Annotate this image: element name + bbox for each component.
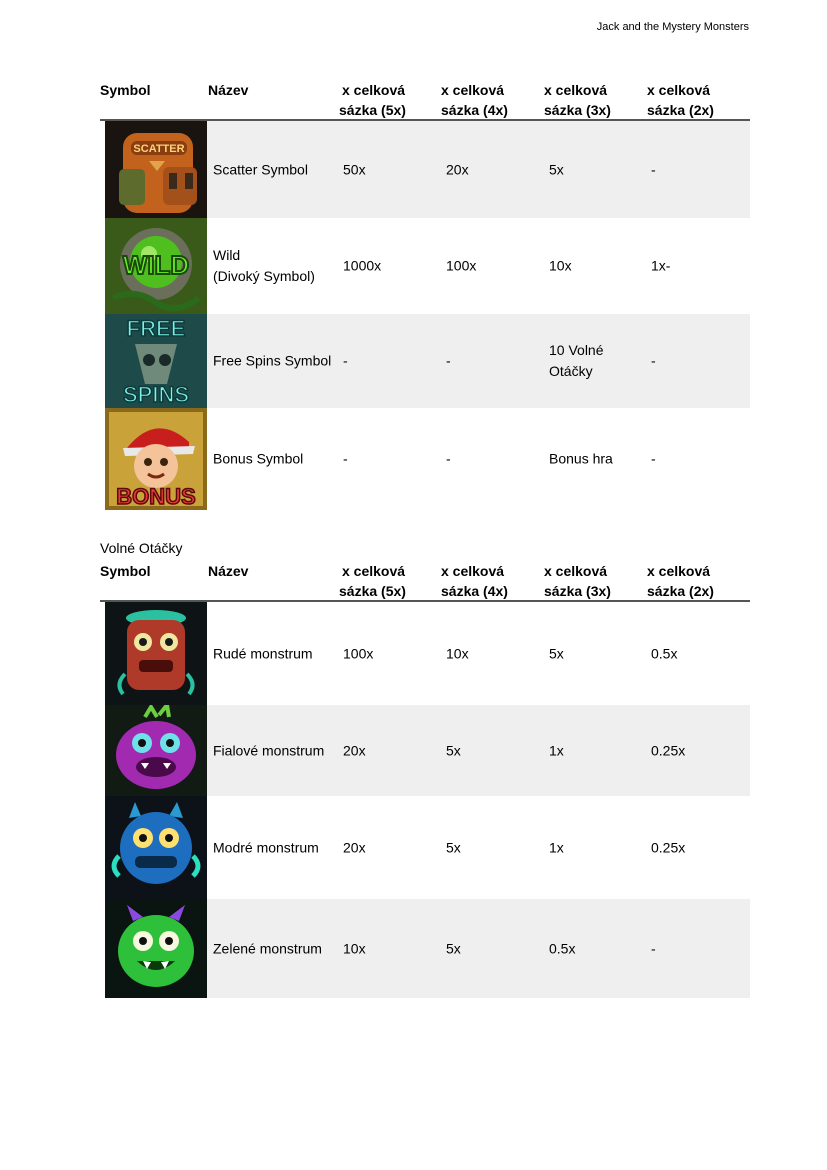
- svg-text:FREE: FREE: [126, 316, 186, 341]
- row-x5: 10x: [343, 940, 366, 956]
- row-x5: 50x: [343, 161, 366, 177]
- row-x2: 0.5x: [651, 645, 678, 661]
- free-spins-icon: [105, 314, 207, 408]
- row-x3: 0.5x: [549, 940, 576, 956]
- purple-monster-icon: [105, 705, 207, 796]
- red-monster-icon: [105, 602, 207, 705]
- col-x3: x celková sázka (3x): [544, 82, 611, 118]
- row-x3: 5x: [549, 645, 564, 661]
- row-x3: Bonus hra: [549, 450, 613, 467]
- row-x2: 0.25x: [651, 742, 686, 758]
- row-x2: -: [651, 352, 656, 369]
- row-name: Rudé monstrum: [213, 645, 313, 661]
- row-name: Modré monstrum: [213, 839, 319, 855]
- row-x4: -: [446, 450, 451, 467]
- blue-monster-icon: [105, 796, 207, 899]
- col-x3: x celková sázka (3x): [544, 563, 611, 599]
- row-x4: 5x: [446, 742, 461, 758]
- svg-text:WILD: WILD: [122, 250, 190, 280]
- row-x4: 20x: [446, 161, 469, 177]
- scatter-backpack-icon: [105, 121, 207, 218]
- row-x5: -: [343, 352, 348, 369]
- col-symbol: Symbol: [100, 563, 151, 579]
- row-x3: 1x: [549, 839, 564, 855]
- row-x4: 100x: [446, 257, 477, 274]
- row-x5: 1000x: [343, 257, 382, 274]
- row-name: Scatter Symbol: [213, 161, 308, 177]
- row-x5: -: [343, 450, 348, 467]
- svg-text:SPINS: SPINS: [122, 382, 190, 407]
- row-x2: -: [651, 161, 656, 177]
- table-header: [100, 80, 750, 120]
- col-name: Název: [208, 82, 249, 98]
- col-x5: x celková sázka (5x): [339, 82, 406, 118]
- col-name: Název: [208, 563, 249, 579]
- table-header: [100, 561, 750, 601]
- table-row: [100, 796, 750, 899]
- row-x4: 5x: [446, 839, 461, 855]
- row-x3: 10x: [549, 257, 572, 274]
- row-x5: 20x: [343, 839, 366, 855]
- table-row: [100, 899, 750, 998]
- row-x4: 10x: [446, 645, 469, 661]
- paytable-base: [100, 80, 750, 509]
- bonus-jack-icon: [105, 408, 207, 510]
- row-x5: 20x: [343, 742, 366, 758]
- row-x2: 0.25x: [651, 839, 686, 855]
- col-symbol: Symbol: [100, 82, 151, 98]
- row-name: Zelené monstrum: [213, 940, 322, 956]
- row-x2: -: [651, 940, 656, 956]
- row-name: Wild (Divoký Symbol): [213, 247, 315, 284]
- row-x5: 100x: [343, 645, 374, 661]
- table-row: [100, 218, 750, 314]
- table-row: [100, 408, 750, 510]
- document-header: Jack and the Mystery Monsters: [596, 21, 749, 33]
- row-x2: 1x-: [651, 257, 671, 274]
- svg-text:SCATTER: SCATTER: [133, 143, 185, 155]
- svg-text:BONUS: BONUS: [116, 484, 196, 509]
- row-x3: 5x: [549, 161, 564, 177]
- row-name: Free Spins Symbol: [213, 352, 332, 369]
- row-x2: -: [651, 450, 656, 467]
- row-name: Fialové monstrum: [213, 742, 325, 758]
- col-x2: x celková sázka (2x): [647, 563, 714, 599]
- wild-icon: [105, 218, 207, 314]
- row-x4: -: [446, 352, 451, 369]
- row-x3: 1x: [549, 742, 564, 758]
- table-row: [100, 314, 750, 408]
- green-monster-icon: [105, 899, 207, 998]
- col-x4: x celková sázka (4x): [441, 82, 508, 118]
- col-x4: x celková sázka (4x): [441, 563, 508, 599]
- col-x5: x celková sázka (5x): [339, 563, 406, 599]
- paytable-free-spins: [100, 561, 750, 956]
- table-row: [100, 121, 750, 218]
- section-label: Volné Otáčky: [100, 540, 183, 556]
- table-row: [100, 602, 750, 705]
- row-x3: 10 Volné Otáčky: [549, 342, 604, 379]
- col-x2: x celková sázka (2x): [647, 82, 714, 118]
- row-name: Bonus Symbol: [213, 450, 304, 467]
- table-row: [100, 705, 750, 796]
- row-x4: 5x: [446, 940, 461, 956]
